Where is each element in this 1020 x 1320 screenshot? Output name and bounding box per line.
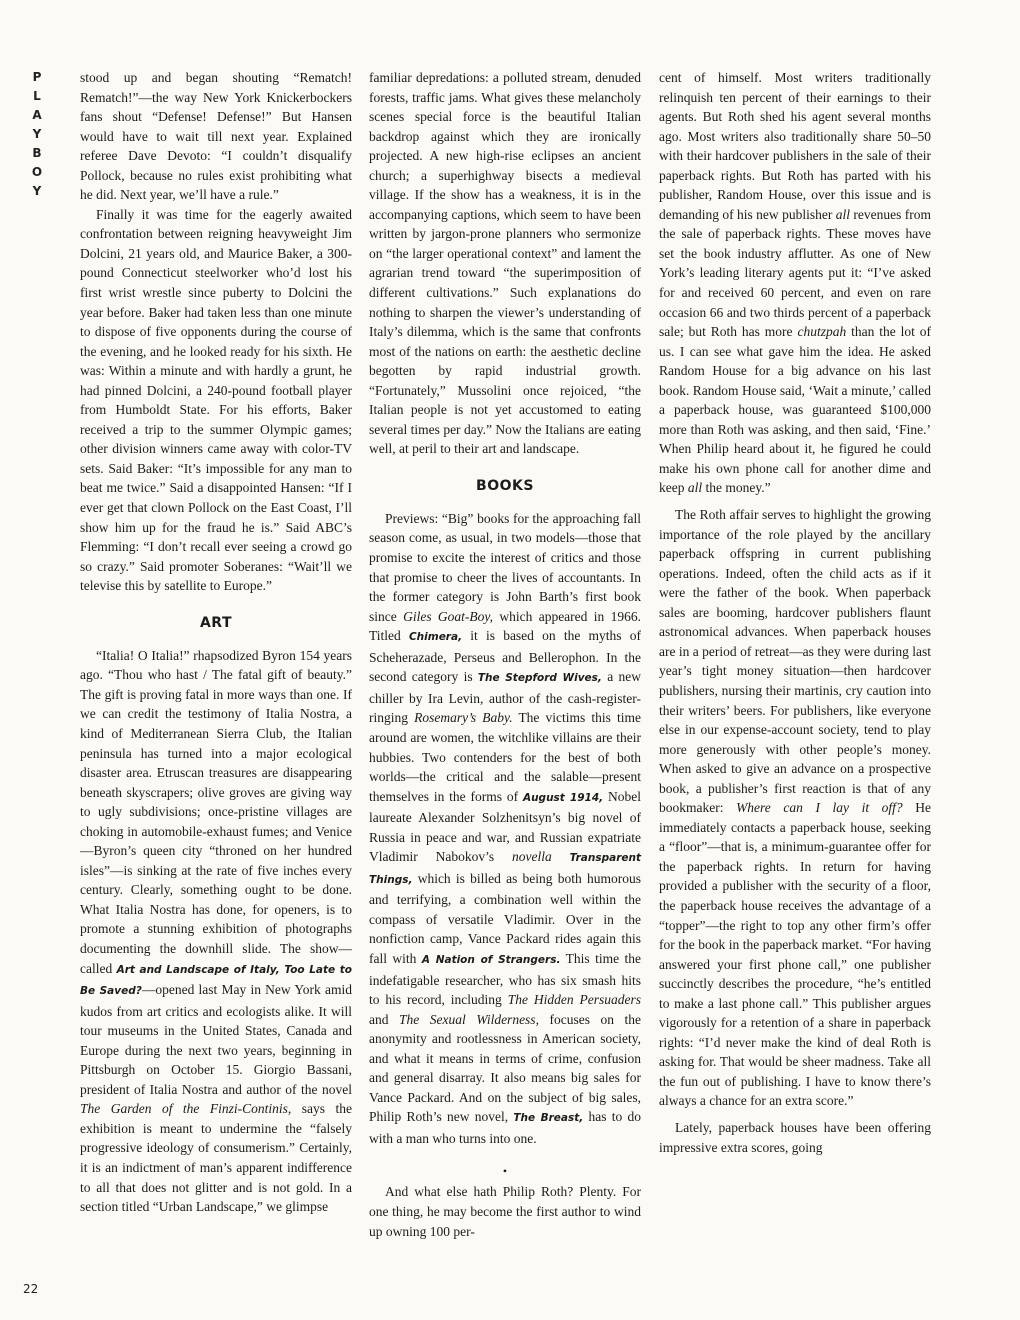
section-separator-bullet: • xyxy=(502,1164,508,1179)
italic-word: chutzpah xyxy=(797,324,847,340)
paragraph: Lately, paperback houses have been offering impressive extra scores, going xyxy=(659,1119,931,1155)
text-run: than the lot of us. I can see what gave him the idea. He asked Random House for a big advance on his last book. Random House said, ‘Wait a minute,’ called a paperback house, was guaranteed $100,000 more than Roth was asking, and then said, ‘Fine.’ When Philip heard about it, he figured he could make his own phone call for another dime and keep xyxy=(659,324,932,496)
paragraph xyxy=(369,509,641,1149)
masthead-letter: A xyxy=(32,108,42,122)
text-run: Previews: “Big” books for the approaching fall season come, as usual, in two models—those that promise to excite the interest of critics and those that promise to cheer the lives of accountants. In the former category is John Barth’s first book since xyxy=(369,510,641,624)
novel-title: The Garden of the Finzi-Continis, xyxy=(80,1101,292,1117)
text-run: focuses on the anonymity and rootlessness in American society, and what it means in terms of crime, confusion and general disarray. It also means big sales for Vance Packard. And on the subject of big sales, Philip Roth’s new novel, xyxy=(369,1011,642,1125)
book-title: The Hidden Persuaders xyxy=(507,992,641,1008)
section-heading-books: BOOKS xyxy=(476,477,534,494)
book-title: August 1914, xyxy=(522,791,604,804)
text-column-3 xyxy=(659,68,931,1157)
text-run: cent of himself. Most writers traditionally relinquish ten percent of their earnings to their agents. But Roth shed his agent several months ago. Most writers also traditionally share 50–50 with their hardcover publishers in the sale of their paperback rights. But Roth has parted with his publisher, Random House, over this issue and is demanding of his new publisher xyxy=(659,70,931,222)
masthead-letter: P xyxy=(32,70,42,84)
paragraph: stood up and began shouting “Rematch! Rematch!”—the way New York Knickerbockers fans shout “Defense! Defense!” But Hansen would have to wait till next year. Explained referee Dave Devoto: “I couldn’t disqualify Pollock, because no rules exist prohibiting what he did. Next year, we’ll have a rule.” xyxy=(80,70,352,203)
text-run: —opened last May in New York amid kudos from art critics and ecologists alike. It will tour museums in the United States, Canada and Europe during the next two years, beginning in Pittsburgh on October 15. Giorgio Bassani, president of Italia Nostra and author of the novel xyxy=(80,982,352,1097)
text-run: revenues from the sale of paperback rights. These moves have set the book industry afflutter. As one of New York’s leading literary agents put it: “I’ve asked for and received 60 percent, and even on rare occasion 66 and two thirds percent of a paperback sale; but Roth has more xyxy=(659,206,931,340)
paragraph: And what else hath Philip Roth? Plenty. For one thing, he may become the first author to wind up owning 100 per- xyxy=(369,1184,641,1239)
text-run: which is billed as being both humorous and terrifying, a combination well within the compass of versatile Vladimir. Over in the nonfiction camp, Vance Packard rides again this fall with xyxy=(369,870,641,966)
text-run: the money.” xyxy=(702,480,771,496)
text-run: a new chiller by Ira Levin, author of the cash-register-ringing xyxy=(369,669,642,726)
text-run: He immediately contacts a paperback house, seeking a “floor”—that is, a minimum-guarantee offer for the paperback rights. In return for having provided a publisher with the security of a floor, the paperback house receives the advantage of a “topper”—the right to top any other firm’s offer for the book in the paperback market. “For having answered your first phone call,” one publisher succinctly describes the procedure, “he’s entitled to make a last phone call.” This publisher argues vigorously for a retention of a share in paperback rights: “I’d never make the kind of deal Roth is asking for. That would be sheer madness. Take all the fun out of publishing. I have to know there’s always a chance for an extra score.” xyxy=(659,800,931,1109)
page-number: 22 xyxy=(23,1282,39,1296)
italic-phrase: Where can I lay it off? xyxy=(736,800,903,816)
text-column-1 xyxy=(80,68,352,1217)
masthead-letter: Y xyxy=(32,184,42,198)
magazine-masthead xyxy=(28,68,46,201)
book-title: Transparent Things, xyxy=(369,852,641,886)
masthead-letter: L xyxy=(33,89,41,103)
italic-word: novella xyxy=(511,849,552,865)
exhibition-title: Art and Landscape of Italy, Too Late to Be Saved? xyxy=(80,963,352,998)
text-run: This time the indefatigable researcher, who has six smash hits to his record, including xyxy=(369,950,641,1008)
text-run: The victims this time around are women, the witchlike villains are their hubbies. Two contenders for the best of both worlds—the critical and the salable—present themselves in the forms of xyxy=(369,710,641,804)
italic-word: all xyxy=(687,480,703,496)
book-title: The Sexual Wilderness, xyxy=(399,1011,539,1027)
text-run: says the exhibition is meant to undermine the “falsely progressive ideology of consumerism.” Certainly, it is an indictment of man’s apparent indifference to all that does not glitter and is not gold. In a section titled “Urban Landscape,” we glimpse xyxy=(80,1101,352,1215)
text-run: which appeared in 1966. Titled xyxy=(369,608,641,644)
book-title: Giles Goat-Boy, xyxy=(403,608,494,624)
book-title: A Nation of Strangers. xyxy=(421,953,561,966)
paragraph: familiar depredations: a polluted stream, denuded forests, traffic jams. What gives these melancholy scenes special force is the beautiful Italian backdrop against which they are ironically projected. A new high-rise eclipses an ancient church; a superhighway bisects a medieval village. If the show has a weakness, it is in the accompanying captions, which seem to have been written by jargon-prone planners who sermonize on “the larger operational context” and lament the agrarian trend toward “the superimposition of different cultivations.” Such explanations do nothing to sharpen the viewer’s understanding of Italy’s dilemma, which is the same that confronts most of the nations on earth: the aesthetic decline begotten by rapid industrial growth. “Fortunately,” Mussolini once rejoiced, “the Italian people is not yet accustomed to eating several times per day.” Now the Italians are eating well, at peril to their art and landscape. xyxy=(369,70,641,457)
paragraph: Finally it was time for the eagerly awaited confrontation between reigning heavyweight Jim Dolcini, 21 years old, and Maurice Baker, a 300-pound Connecticut steelworker who’d lost his first wrist wrestle since puberty to Dolcini the year before. Baker had taken less than one minute to dispose of five opponents during the course of the evening, and he looked ready for his sixth. He was: Within a minute and with hardly a grunt, he had pinned Dolcini, a 240-pound football player from Humboldt State. For his efforts, Baker received a trip to the summer Olympic games; other division winners came away with color-TV sets. Said Baker: “It’s impossible for any man to beat me twice.” Said a disappointed Hansen: “If I ever get that clown Pollock on the East Coast, I’ll show him up for the fraud he is.” Said ABC’s Flemming: “I don’t recall ever seeing a crowd go so crazy.” Said promoter Soberanes: “Wait’ll we televise this by satellite to Europe.” xyxy=(80,206,352,594)
masthead-letter: Y xyxy=(32,127,42,141)
text-run: Nobel laureate Alexander Solzhenitsyn’s big novel of Russia in peace and war, and Russian expatriate Vladimir Nabokov’s xyxy=(369,788,641,865)
text-run: and xyxy=(369,1011,400,1027)
book-title: Rosemary’s Baby. xyxy=(414,710,513,726)
book-title: The Stepford Wives, xyxy=(477,672,602,685)
text-column-2 xyxy=(369,68,641,1241)
paragraph xyxy=(80,646,352,1217)
text-run: The Roth affair serves to highlight the growing importance of the role played by the ancillary paperback offspring in current publishing operations. Indeed, often the child acts as if it were the father of the book. When paperback sales are booming, hardcover publishers flaunt astronomical advances. When paperback houses are in a period of retreat—as they were during last year’s tight money situation—then hardcover publishers, nursing their martinis, cry caution into their writers’ beers. For publishers, like everyone else in our expense-account society, tend to play more generously with other people’s money. When asked to give an advance on a prospective book, a publisher’s first reaction is that of any bookmaker: xyxy=(659,507,931,816)
section-heading-art: ART xyxy=(199,614,233,631)
paragraph xyxy=(659,505,931,1111)
paragraph xyxy=(659,68,931,498)
masthead-letter: O xyxy=(31,165,43,179)
text-run xyxy=(552,849,570,864)
italic-word: all xyxy=(835,206,850,222)
book-title: Chimera, xyxy=(408,631,463,644)
text-run: “Italia! O Italia!” rhapsodized Byron 154 years ago. “Thou who hast / The fatal gift of beauty.” The gift is proving fatal in more ways than one. If we can credit the testimony of Italia Nostra, a kind of Mediterranean Sierra Club, the Italian peninsula has turned into a major ecological disaster area. Etruscan treasures are disappearing beneath skyscrapers; olive groves are giving way to ugly subdivisions; once-pristine villages are choking in automobile-exhaust fumes; and Venice—Byron’s queen city “throned on her hundred isles”—is sinking at the rate of five inches every century. Clearly, something ought to be done. What Italia Nostra has done, for openers, is to promote a stunning exhibition of photographs documenting the downhill slide. The show—called xyxy=(80,647,352,976)
text-run: it is based on the myths of Scheherazade, Perseus and Bellerophon. In the second category is xyxy=(369,628,641,685)
masthead-letter: B xyxy=(32,146,42,160)
text-run: has to do with a man who turns into one. xyxy=(369,1109,641,1146)
book-title: The Breast, xyxy=(513,1112,584,1125)
